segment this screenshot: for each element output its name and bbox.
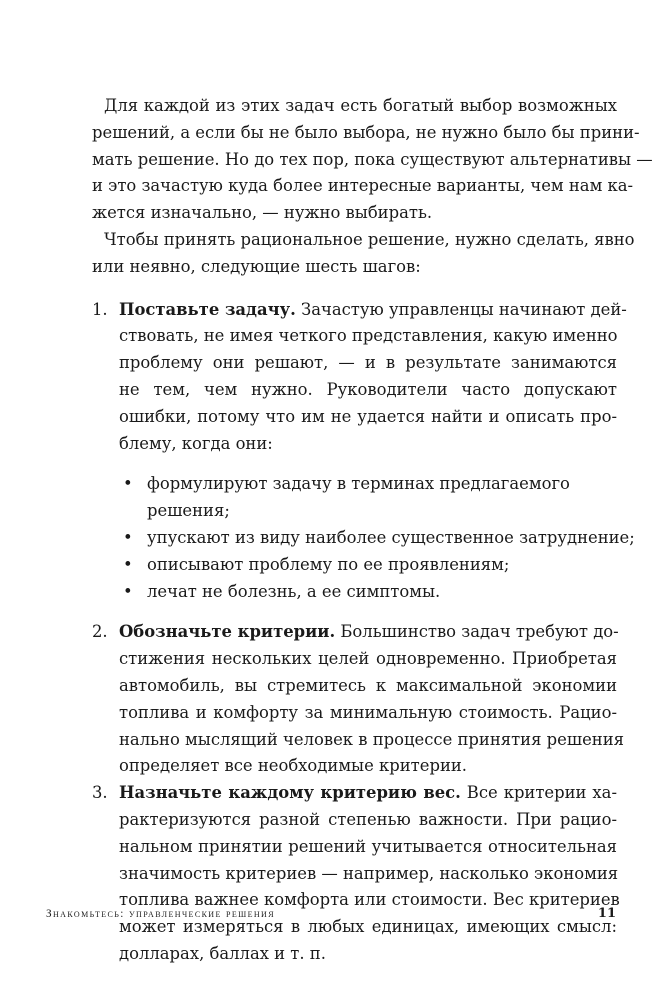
bullet-item: описывают проблему по ее проявлениям;: [147, 554, 510, 574]
paragraph-1-line: мать решение. Но до тех пор, пока существуют альтернативы —: [92, 149, 653, 169]
step-1-line: ствовать, не имея четкого представления, какую именно: [119, 326, 618, 346]
step-3-line: долларах, баллах и т. п.: [119, 944, 326, 963]
step-3-line: рактеризуются разной степенью важности. При рацио-: [119, 810, 617, 829]
paragraph-1-line: Для каждой из этих задач есть богатый выбор возможных: [104, 96, 617, 115]
bullet-marker: •: [123, 528, 133, 547]
step-3-title: Назначьте каждому критерию вес.: [119, 783, 461, 803]
step-1-line: не тем, чем нужно. Руководители часто допускают: [119, 380, 617, 399]
bullet-item: формулируют задачу в терминах предлагаемого: [147, 474, 570, 494]
step-3-first-line: [119, 779, 617, 807]
step-2-text: Большинство задач требуют до-: [335, 622, 619, 642]
step-2-line: стижения нескольких целей одновременно. Приобретая: [119, 649, 617, 669]
step-3-text: Все критерии ха-: [460, 783, 617, 803]
step-1-number: 1.: [92, 299, 108, 319]
step-1-text: Зачастую управленцы начинают дей-: [295, 299, 627, 319]
step-2-line: определяет все необходимые критерии.: [119, 756, 467, 776]
step-2-line: топлива и комфорту за минимальную стоимость. Рацио-: [119, 702, 617, 722]
paragraph-1-line: жется изначально, — нужно выбирать.: [92, 203, 433, 223]
paragraph-2-line: Чтобы принять рациональное решение, нужно сделать, явно: [104, 230, 635, 249]
step-3-line: может измеряться в любых единицах, имеющих смысл:: [119, 917, 617, 937]
bullet-item: лечат не болезнь, а ее симптомы.: [147, 581, 441, 601]
paragraph-2-line: или неявно, следующие шесть шагов:: [92, 256, 421, 276]
step-2-title: Обозначьте критерии.: [119, 622, 336, 642]
step-3-line: нальном принятии решений учитывается относительная: [119, 836, 617, 856]
bullet-item-continuation: решения;: [147, 501, 230, 521]
step-1-line: ошибки, потому что им не удается найти и описать про-: [119, 406, 617, 426]
bullet-item: упускают из виду наиболее существенное затруднение;: [147, 528, 635, 547]
running-head: Знакомьтесь: управленческие решения: [46, 908, 275, 920]
page-number: 11: [597, 906, 616, 921]
bullet-marker: •: [123, 554, 133, 574]
step-3-number: 3.: [92, 783, 108, 803]
step-3-line: топлива важнее комфорта или стоимости. Вес критериев: [119, 890, 620, 910]
paragraph-1-line: решений, а если бы не было выбора, не нужно было бы прини-: [92, 122, 640, 142]
paragraph-1-line: и это зачастую куда более интересные варианты, чем нам ка-: [92, 176, 634, 196]
step-1-line: блему, когда они:: [119, 433, 273, 453]
step-1-line: проблему они решают, — и в результате занимаются: [119, 353, 617, 373]
step-1-title: Поставьте задачу.: [119, 299, 296, 319]
step-2-line: нально мыслящий человек в процессе принятия решения: [119, 729, 624, 749]
step-3-line: значимость критериев — например, насколько экономия: [119, 863, 619, 883]
step-2-line: автомобиль, вы стремитесь к максимальной экономии: [119, 676, 617, 695]
bullet-marker: •: [123, 581, 133, 601]
step-2-first-line: [119, 618, 617, 646]
bullet-marker: •: [123, 474, 133, 494]
step-2-number: 2.: [92, 622, 108, 642]
step-1-first-line: [119, 296, 627, 324]
